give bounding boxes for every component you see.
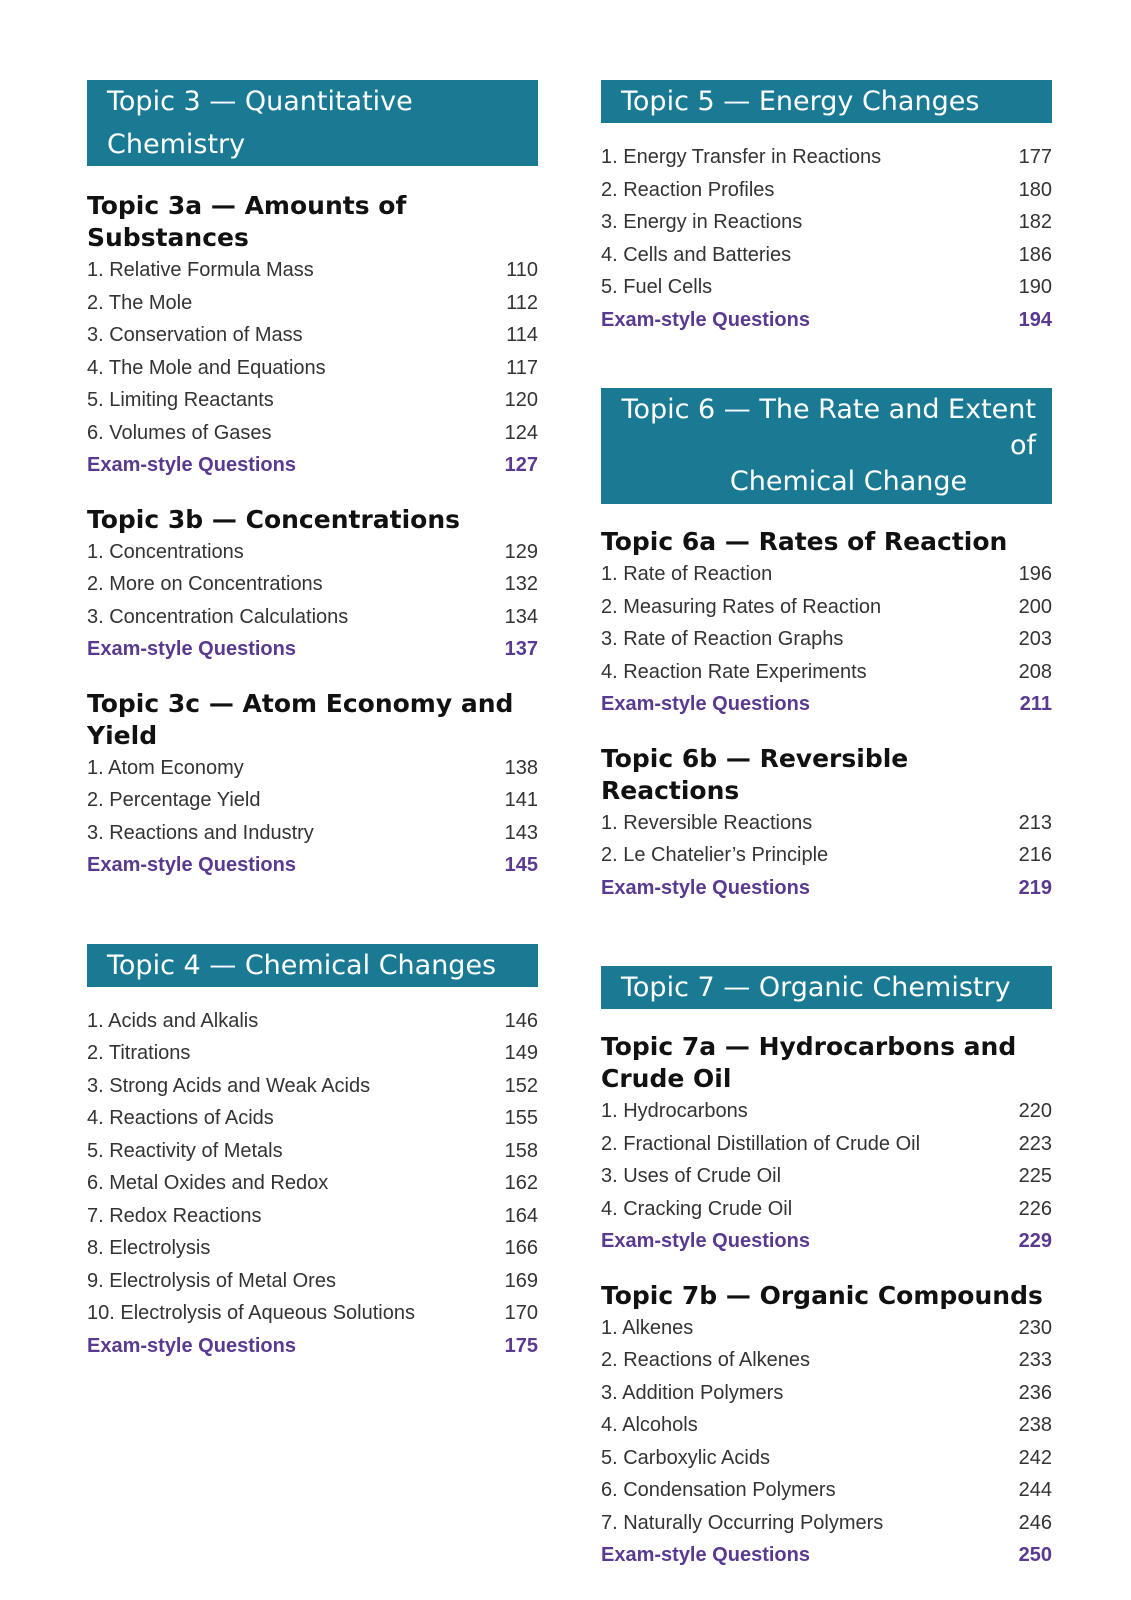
- toc-entry: [87, 752, 538, 785]
- toc-entry-title: 7. Redox Reactions: [87, 1204, 262, 1227]
- topic-3b-heading: Topic 3b — Concentrations: [87, 504, 461, 534]
- toc-entry: [601, 206, 1052, 239]
- toc-entry: [87, 352, 538, 385]
- toc-entry-title: 2. The Mole: [87, 291, 193, 314]
- left-column: [87, 80, 538, 1362]
- topic-7-banner: Topic 7 — Organic Chemistry: [601, 966, 1052, 1009]
- toc-entry-page: 146: [504, 1009, 538, 1032]
- toc-entry: [601, 239, 1052, 272]
- toc-entry-page: 166: [504, 1237, 538, 1259]
- toc-entry: [601, 1160, 1052, 1193]
- toc-entry-title: 1. Alkenes: [601, 1316, 694, 1339]
- toc-entry: [87, 417, 538, 450]
- toc-entry: [87, 1167, 538, 1200]
- toc-entry: [87, 319, 538, 352]
- topic-3c-heading: Topic 3c — Atom Economy and Yield: [87, 688, 514, 750]
- toc-entry-page: 158: [504, 1139, 538, 1162]
- toc-entry-page: 164: [504, 1204, 538, 1227]
- toc-entry: [601, 1409, 1052, 1442]
- exam-questions-entry: [87, 633, 538, 666]
- toc-entry-page: 124: [504, 421, 538, 444]
- toc-entry-title: Exam-style Questions: [601, 1230, 810, 1252]
- exam-questions-entry: [87, 849, 538, 882]
- toc-entry: [601, 1474, 1052, 1507]
- toc-entry-title: 3. Uses of Crude Oil: [601, 1165, 782, 1187]
- toc-entry: [87, 817, 538, 850]
- toc-entry-page: 200: [1018, 595, 1052, 618]
- toc-entry-title: 6. Metal Oxides and Redox: [87, 1172, 329, 1194]
- toc-entry-page: 238: [1018, 1414, 1052, 1436]
- toc-entry-page: 182: [1018, 211, 1052, 233]
- toc-entry-page: 145: [504, 854, 538, 876]
- toc-entry-title: 2. Reactions of Alkenes: [601, 1349, 811, 1371]
- topic-7b-heading: Topic 7b — Organic Compounds: [601, 1280, 1043, 1310]
- toc-entry-page: 112: [506, 291, 538, 314]
- exam-questions-entry: [601, 304, 1052, 337]
- toc-entry-page: 175: [504, 1334, 538, 1357]
- toc-entry-page: 246: [1018, 1511, 1052, 1534]
- toc-entry-page: 226: [1018, 1197, 1052, 1220]
- toc-entry-title: 2. Measuring Rates of Reaction: [601, 595, 882, 618]
- exam-questions-entry: [601, 688, 1052, 721]
- toc-entry-page: 186: [1018, 243, 1052, 266]
- toc-entry-page: 141: [504, 789, 538, 811]
- toc-entry-title: 3. Energy in Reactions: [601, 211, 803, 233]
- toc-entry-page: 138: [504, 756, 538, 779]
- toc-entry-title: 3. Strong Acids and Weak Acids: [87, 1074, 371, 1097]
- exam-questions-entry: [601, 872, 1052, 905]
- topic-6b-list: [601, 807, 1052, 905]
- toc-entry-title: 9. Electrolysis of Metal Ores: [87, 1269, 336, 1292]
- toc-entry: [601, 623, 1052, 656]
- toc-entry-title: 8. Electrolysis: [87, 1237, 211, 1259]
- toc-entry: [87, 1102, 538, 1135]
- toc-entry-page: 129: [504, 540, 538, 563]
- toc-entry-page: 162: [504, 1172, 538, 1194]
- toc-entry-title: 2. Reaction Profiles: [601, 178, 775, 201]
- topic-7a-heading-line1: Topic 7a — Hydrocarbons and: [601, 1032, 1017, 1061]
- topic-7a-list: [601, 1095, 1052, 1258]
- toc-entry: [601, 1128, 1052, 1161]
- topic-6-banner-line1: Topic 6 — The Rate and Extent of: [621, 394, 1036, 461]
- toc-entry-title: 2. More on Concentrations: [87, 573, 323, 595]
- toc-entry: [601, 1442, 1052, 1475]
- toc-entry-title: 5. Reactivity of Metals: [87, 1139, 283, 1162]
- toc-entry-page: 233: [1018, 1349, 1052, 1371]
- toc-entry-page: 155: [504, 1107, 538, 1129]
- toc-entry: [87, 287, 538, 320]
- toc-entry-page: 220: [1018, 1100, 1052, 1122]
- toc-entry-title: 3. Concentration Calculations: [87, 605, 349, 628]
- toc-entry-title: Exam-style Questions: [87, 1334, 296, 1357]
- toc-entry-title: 5. Carboxylic Acids: [601, 1446, 770, 1469]
- topic-6-banner-line2: Chemical Change: [729, 466, 968, 497]
- toc-entry: [601, 1193, 1052, 1226]
- toc-entry-page: 170: [504, 1302, 538, 1324]
- toc-entry-title: 5. Fuel Cells: [601, 276, 713, 298]
- toc-entry-page: 250: [1018, 1544, 1052, 1566]
- toc-entry-title: 6. Condensation Polymers: [601, 1479, 836, 1501]
- topic-6a-heading: Topic 6a — Rates of Reaction: [601, 527, 1008, 556]
- toc-entry-title: 2. Fractional Distillation of Crude Oil: [601, 1132, 921, 1155]
- toc-entry-page: 244: [1018, 1479, 1052, 1501]
- toc-entry-page: 208: [1018, 660, 1052, 683]
- toc-entry-page: 225: [1018, 1165, 1052, 1187]
- toc-entry-page: 229: [1018, 1230, 1052, 1252]
- topic-3c-list: [87, 752, 538, 882]
- toc-entry-title: 2. Le Chatelier’s Principle: [601, 844, 829, 866]
- toc-entry-page: 132: [504, 573, 538, 595]
- toc-entry-page: 127: [504, 454, 538, 476]
- toc-entry: [601, 1507, 1052, 1540]
- topic-6-banner: [601, 388, 1052, 504]
- toc-entry-page: 180: [1018, 178, 1052, 201]
- toc-entry: [601, 271, 1052, 304]
- topic-5-banner: Topic 5 — Energy Changes: [601, 80, 1052, 123]
- topic-4-banner: Topic 4 — Chemical Changes: [87, 944, 538, 987]
- toc-entry-title: 2. Titrations: [87, 1042, 191, 1064]
- toc-entry-title: 1. Reversible Reactions: [601, 811, 813, 834]
- topic-7a-heading: [601, 1031, 1052, 1095]
- toc-entry-page: 236: [1018, 1381, 1052, 1404]
- topic-3b-list: [87, 536, 538, 666]
- toc-entry-page: 219: [1018, 876, 1052, 899]
- toc-entry-page: 149: [504, 1042, 538, 1064]
- toc-entry: [601, 656, 1052, 689]
- topic-7a-heading-line2: Crude Oil: [601, 1064, 732, 1093]
- toc-entry-title: 3. Conservation of Mass: [87, 324, 303, 346]
- toc-entry-page: 196: [1018, 563, 1052, 585]
- toc-entry-title: 1. Concentrations: [87, 540, 244, 563]
- topic-3-banner: Topic 3 — Quantitative Chemistry: [87, 80, 538, 166]
- exam-questions-entry: [601, 1225, 1052, 1258]
- toc-entry-title: 4. Reaction Rate Experiments: [601, 660, 867, 683]
- toc-entry: [87, 1005, 538, 1038]
- toc-entry: [601, 1344, 1052, 1377]
- toc-entry-page: 114: [506, 324, 538, 346]
- toc-entry-title: 4. Cells and Batteries: [601, 243, 792, 266]
- toc-entry-title: 3. Reactions and Industry: [87, 821, 314, 844]
- right-column: [601, 80, 1052, 1572]
- toc-entry-page: 213: [1018, 811, 1052, 834]
- toc-entry-title: 6. Volumes of Gases: [87, 421, 272, 444]
- toc-entry-title: 5. Limiting Reactants: [87, 389, 274, 411]
- toc-entry-page: 216: [1018, 844, 1052, 866]
- toc-entry: [87, 568, 538, 601]
- toc-entry-title: 2. Percentage Yield: [87, 789, 261, 811]
- toc-entry: [87, 1200, 538, 1233]
- toc-entry-page: 117: [506, 356, 538, 379]
- toc-entry-title: Exam-style Questions: [87, 854, 296, 876]
- toc-entry-title: 4. Alcohols: [601, 1414, 698, 1436]
- toc-entry-title: Exam-style Questions: [601, 693, 810, 715]
- toc-entry-title: Exam-style Questions: [87, 638, 296, 660]
- toc-entry: [87, 1297, 538, 1330]
- toc-entry: [87, 536, 538, 569]
- toc-entry-page: 230: [1018, 1316, 1052, 1339]
- toc-entry-page: 203: [1018, 628, 1052, 650]
- toc-entry-page: 134: [504, 605, 538, 628]
- toc-entry: [87, 1232, 538, 1265]
- toc-entry-title: 1. Relative Formula Mass: [87, 259, 314, 281]
- toc-entry-page: 143: [504, 821, 538, 844]
- toc-entry: [87, 784, 538, 817]
- topic-3a-list: [87, 254, 538, 482]
- toc-entry: [601, 1312, 1052, 1345]
- toc-entry-page: 190: [1018, 276, 1052, 298]
- toc-entry-title: 1. Atom Economy: [87, 756, 244, 779]
- toc-entry-page: 169: [504, 1269, 538, 1292]
- toc-entry-title: 4. The Mole and Equations: [87, 356, 326, 379]
- topic-6a-list: [601, 558, 1052, 721]
- toc-entry-page: 137: [504, 638, 538, 660]
- exam-questions-entry: [601, 1539, 1052, 1572]
- toc-entry-title: 1. Hydrocarbons: [601, 1100, 748, 1122]
- toc-entry: [601, 1095, 1052, 1128]
- topic-5-list: [601, 141, 1052, 336]
- toc-entry-page: 152: [504, 1074, 538, 1097]
- toc-entry: [601, 141, 1052, 174]
- toc-entry: [87, 1037, 538, 1070]
- topic-6b-heading: Topic 6b — Reversible Reactions: [601, 743, 909, 805]
- toc-entry-page: 194: [1018, 308, 1052, 331]
- toc-entry-title: 1. Rate of Reaction: [601, 563, 773, 585]
- toc-entry: [87, 1265, 538, 1298]
- toc-entry-title: Exam-style Questions: [601, 1544, 810, 1566]
- topic-3a-heading: Topic 3a — Amounts of Substances: [87, 191, 407, 252]
- toc-entry: [601, 839, 1052, 872]
- toc-entry-title: 4. Cracking Crude Oil: [601, 1197, 793, 1220]
- toc-entry-title: Exam-style Questions: [601, 308, 810, 331]
- toc-entry-page: 177: [1018, 146, 1052, 168]
- toc-entry: [601, 174, 1052, 207]
- toc-entry-title: 4. Reactions of Acids: [87, 1107, 274, 1129]
- toc-entry: [87, 384, 538, 417]
- toc-entry-title: 3. Addition Polymers: [601, 1381, 784, 1404]
- toc-entry: [87, 601, 538, 634]
- toc-entry-page: 211: [1019, 693, 1052, 715]
- topic-4-list: [87, 1005, 538, 1363]
- toc-entry-title: 10. Electrolysis of Aqueous Solutions: [87, 1302, 415, 1324]
- toc-entry-page: 120: [504, 389, 538, 411]
- toc-entry: [601, 558, 1052, 591]
- toc-entry: [601, 807, 1052, 840]
- toc-entry-page: 223: [1018, 1132, 1052, 1155]
- toc-entry-title: 7. Naturally Occurring Polymers: [601, 1511, 884, 1534]
- toc-entry-page: 110: [506, 259, 538, 281]
- toc-entry-title: Exam-style Questions: [87, 454, 296, 476]
- toc-entry-title: Exam-style Questions: [601, 876, 810, 899]
- toc-entry-title: 1. Acids and Alkalis: [87, 1009, 259, 1032]
- toc-entry: [87, 1070, 538, 1103]
- toc-entry: [87, 1135, 538, 1168]
- toc-entry-page: 242: [1018, 1446, 1052, 1469]
- exam-questions-entry: [87, 449, 538, 482]
- toc-entry-title: 1. Energy Transfer in Reactions: [601, 146, 882, 168]
- exam-questions-entry: [87, 1330, 538, 1363]
- toc-entry: [87, 254, 538, 287]
- toc-entry: [601, 591, 1052, 624]
- toc-entry: [601, 1377, 1052, 1410]
- topic-7b-list: [601, 1312, 1052, 1572]
- toc-entry-title: 3. Rate of Reaction Graphs: [601, 628, 844, 650]
